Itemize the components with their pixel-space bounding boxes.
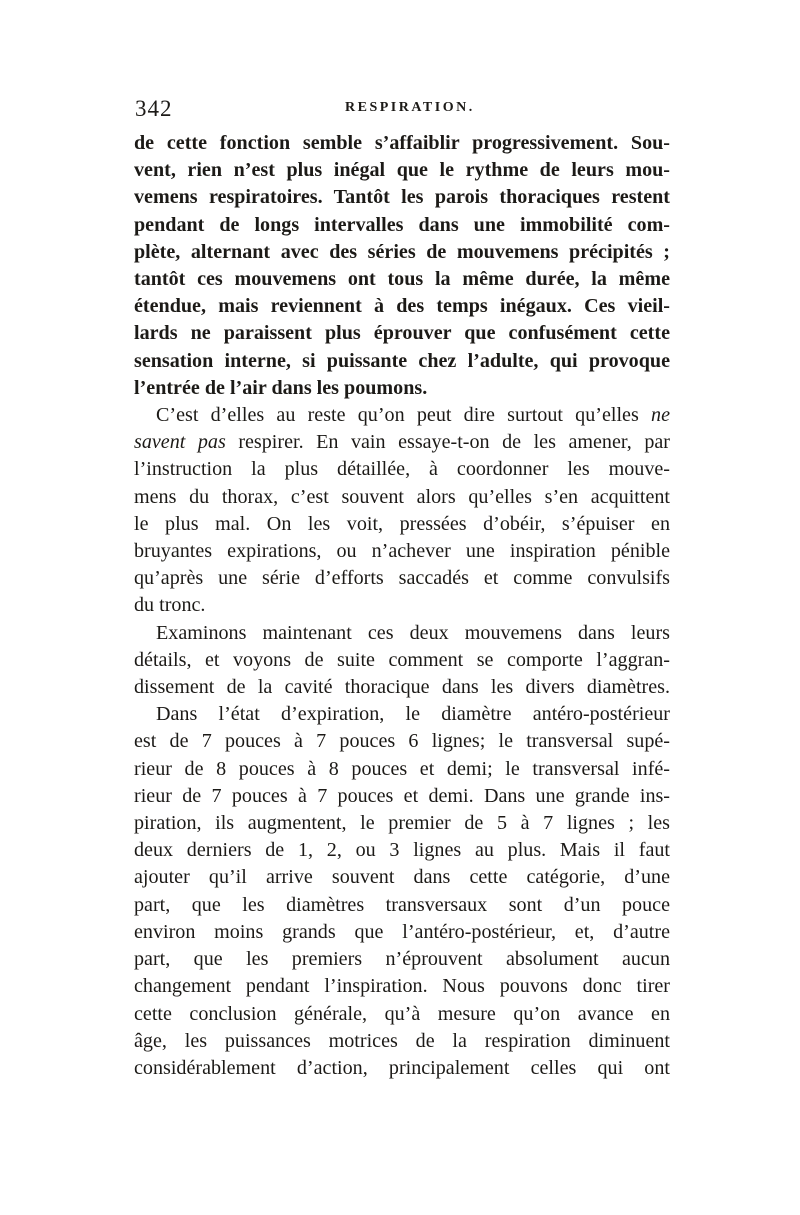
text-line: qu’après une série d’efforts saccadés et comme convulsifs bbox=[134, 567, 670, 590]
text-line: sensation interne, si puissante chez l’adulte, qui provoque bbox=[134, 349, 670, 372]
text-line: part, que les diamètres transversaux sont d’un pouce bbox=[134, 893, 670, 916]
text-line: bruyantes expirations, ou n’achever une inspiration pénible bbox=[134, 540, 670, 563]
text-line: le plus mal. On les voit, pressées d’obéir, s’épuiser en bbox=[134, 512, 670, 535]
text-line: du tronc. bbox=[134, 594, 206, 617]
text-segment: respirer. En vain essaye-t-on de les amener, par bbox=[238, 431, 670, 454]
paragraph-2 bbox=[134, 402, 670, 620]
text-line: âge, les puissances motrices de la respiration diminuent bbox=[134, 1029, 670, 1052]
text-line: rieur de 7 pouces à 7 pouces et demi. Dans une grande ins- bbox=[134, 784, 670, 807]
text-line: cette conclusion générale, qu’à mesure qu’on avance en bbox=[134, 1002, 670, 1025]
text-line: deux derniers de 1, 2, ou 3 lignes au plus. Mais il faut bbox=[134, 839, 670, 862]
running-title: RESPIRATION. bbox=[345, 100, 475, 115]
page-number: 342 bbox=[135, 96, 173, 121]
running-head bbox=[135, 96, 670, 122]
text-line: vemens respiratoires. Tantôt les parois thoraciques restent bbox=[134, 186, 670, 209]
text-line: dissement de la cavité thoracique dans les divers diamètres. bbox=[134, 676, 670, 699]
text-line: tantôt ces mouvemens ont tous la même durée, la même bbox=[134, 268, 670, 291]
text-segment: C’est d’elles au reste qu’on peut dire surtout qu’elles bbox=[156, 404, 639, 427]
text-line bbox=[134, 429, 670, 456]
paragraph-4 bbox=[134, 701, 670, 1082]
text-line: part, que les premiers n’éprouvent absolument aucun bbox=[134, 948, 670, 971]
emphasis-text: savent pas bbox=[134, 431, 226, 454]
body-text bbox=[134, 130, 670, 1082]
text-line: l’entrée de l’air dans les poumons. bbox=[134, 376, 428, 399]
text-line: rieur de 8 pouces à 8 pouces et demi; le transversal infé- bbox=[134, 757, 670, 780]
paragraph-3 bbox=[134, 620, 670, 702]
text-line: changement pendant l’inspiration. Nous pouvons donc tirer bbox=[134, 975, 670, 998]
text-line: mens du thorax, c’est souvent alors qu’elles s’en acquittent bbox=[134, 485, 670, 508]
text-line: étendue, mais reviennent à des temps inégaux. Ces vieil- bbox=[134, 295, 670, 318]
text-line: Dans l’état d’expiration, le diamètre antéro-postérieur bbox=[156, 703, 670, 726]
text-line: piration, ils augmentent, le premier de 5 à 7 lignes ; les bbox=[134, 812, 670, 835]
text-line: ajouter qu’il arrive souvent dans cette catégorie, d’une bbox=[134, 866, 670, 889]
text-line: est de 7 pouces à 7 pouces 6 lignes; le transversal supé- bbox=[134, 730, 670, 753]
text-line: l’instruction la plus détaillée, à coordonner les mouve- bbox=[134, 458, 670, 481]
text-line: lards ne paraissent plus éprouver que confusément cette bbox=[134, 322, 670, 345]
emphasis-text: ne bbox=[651, 404, 670, 427]
text-line: environ moins grands que l’antéro-postérieur, et, d’autre bbox=[134, 920, 670, 943]
text-line: pendant de longs intervalles dans une immobilité com- bbox=[134, 213, 670, 236]
text-line: vent, rien n’est plus inégal que le rythme de leurs mou- bbox=[134, 159, 670, 182]
text-line: détails, et voyons de suite comment se comporte l’aggran- bbox=[134, 648, 670, 671]
text-line: considérablement d’action, principalement celles qui ont bbox=[134, 1056, 670, 1079]
text-line: plète, alternant avec des séries de mouvemens précipités ; bbox=[134, 240, 670, 263]
paragraph-1 bbox=[134, 130, 670, 402]
text-line bbox=[134, 402, 670, 429]
text-line: de cette fonction semble s’affaiblir progressivement. Sou- bbox=[134, 132, 670, 154]
text-line: Examinons maintenant ces deux mouvemens dans leurs bbox=[156, 621, 670, 644]
